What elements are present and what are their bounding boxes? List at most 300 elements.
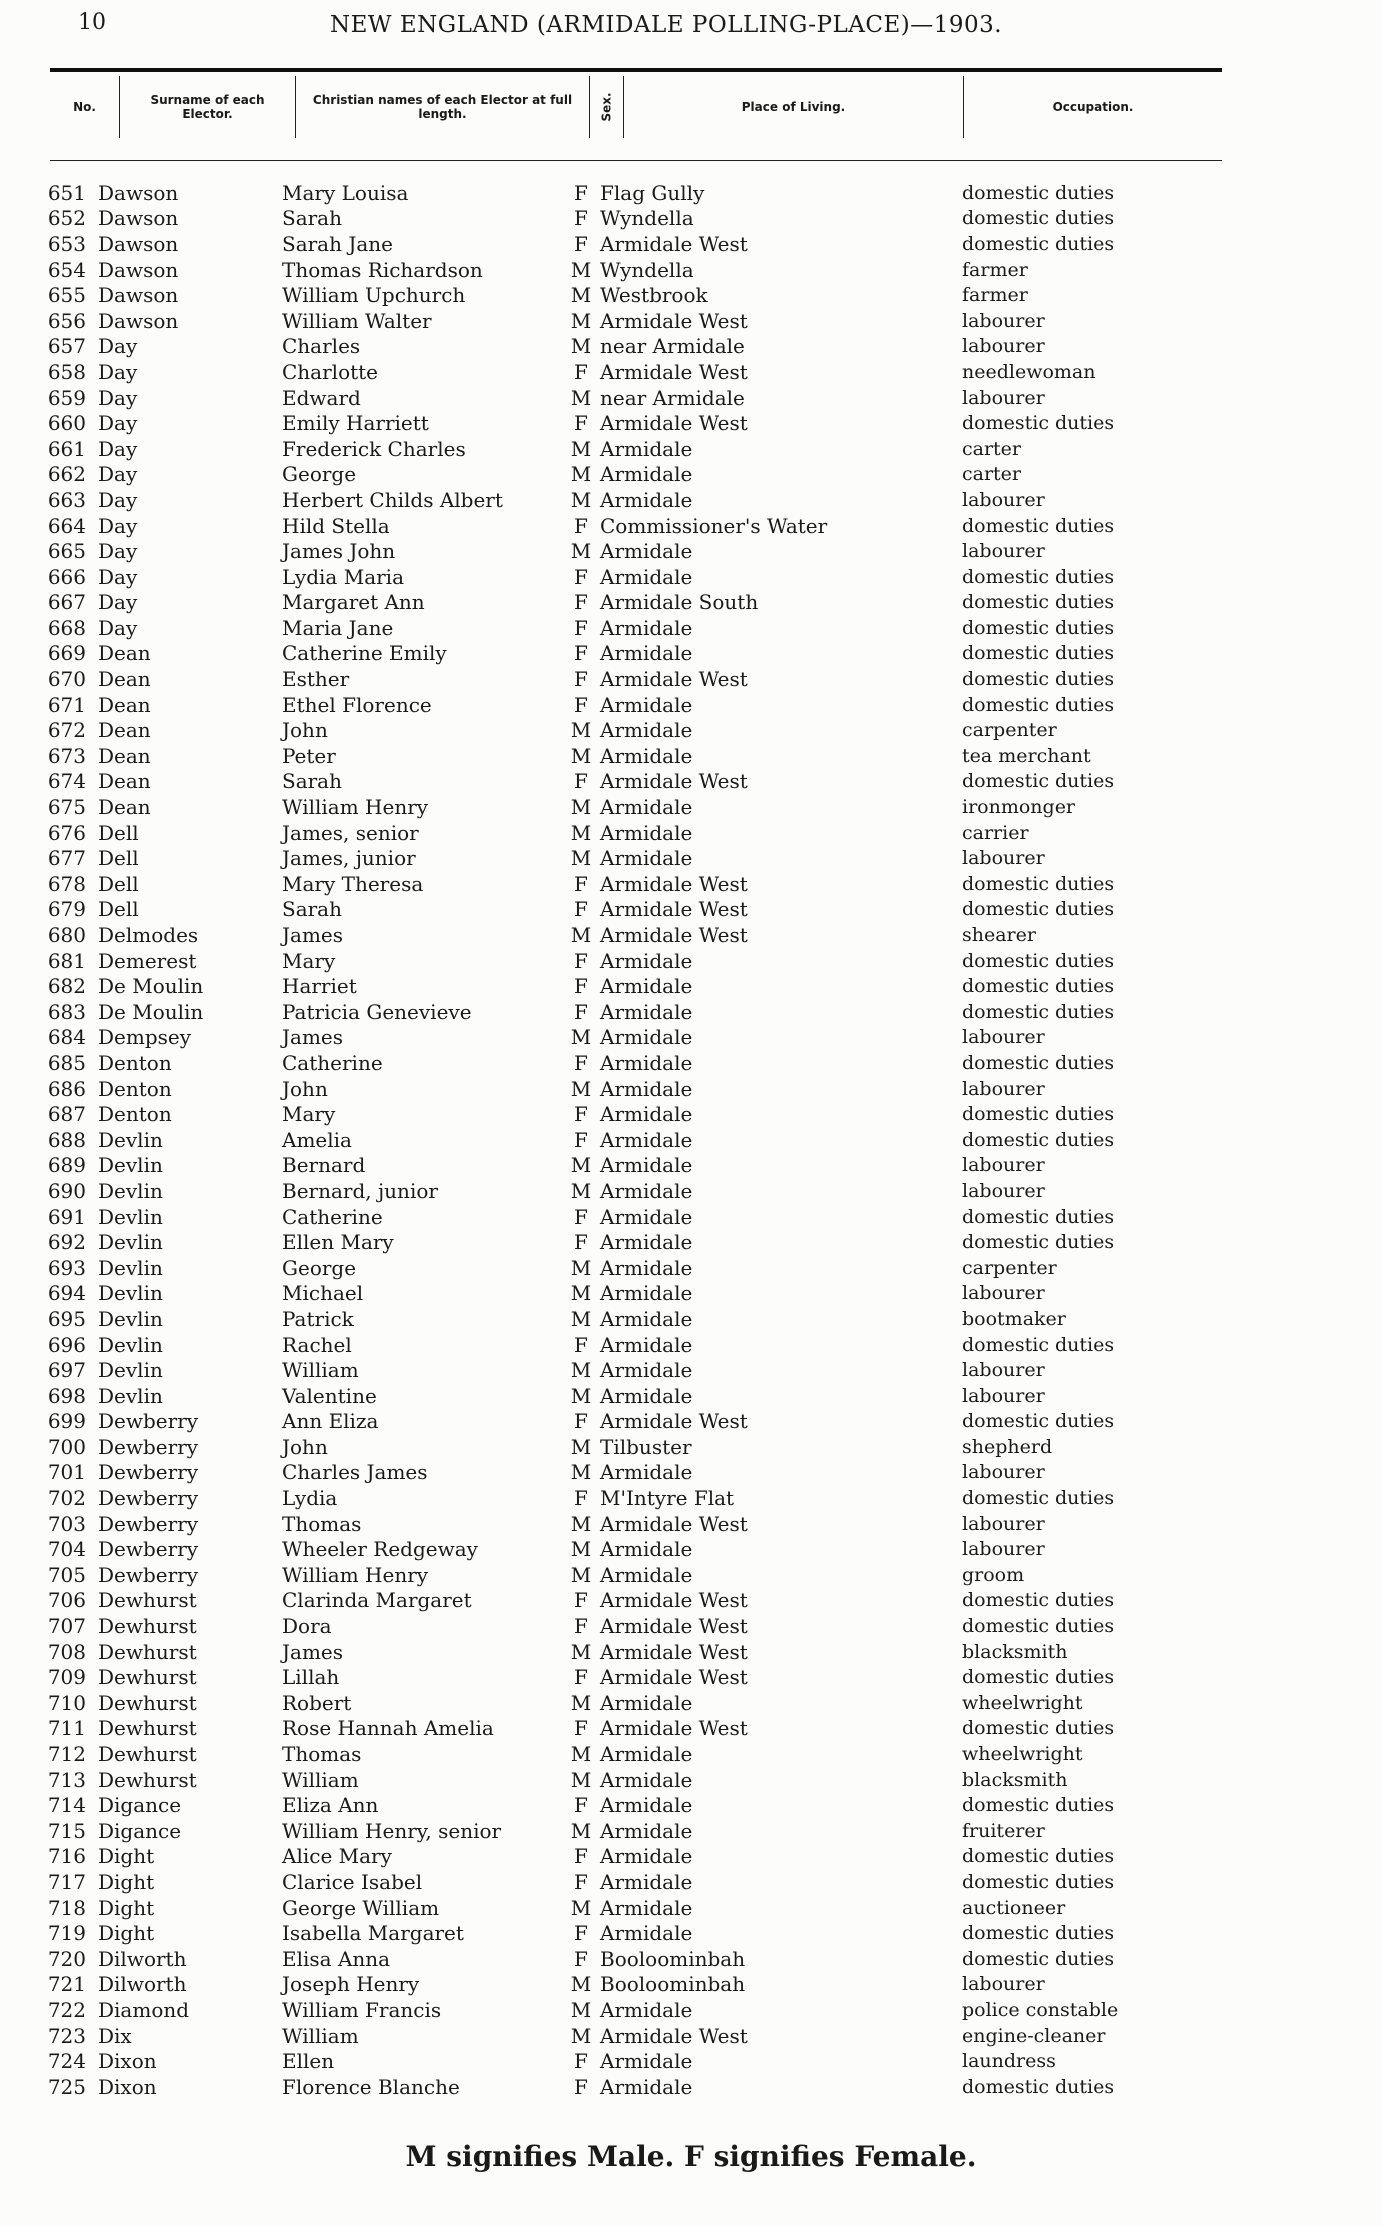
elector-number: 664 (47, 513, 86, 538)
elector-row (40, 1460, 1240, 1486)
elector-occupation: labourer (962, 335, 1045, 358)
elector-sex: M (570, 923, 592, 948)
elector-number: 695 (47, 1306, 86, 1331)
column-header-christian-names: Christian names of each Elector at full length. (296, 76, 590, 138)
elector-place-of-living: Armidale (600, 948, 693, 973)
elector-place-of-living: Armidale (600, 1153, 693, 1178)
elector-sex: F (574, 615, 588, 640)
elector-occupation: carter (962, 437, 1022, 460)
elector-place-of-living: Armidale West (600, 308, 748, 333)
elector-christian-names: Emily Harriett (282, 411, 429, 436)
elector-place-of-living: Armidale West (600, 1511, 748, 1536)
elector-place-of-living: Armidale South (600, 590, 759, 615)
elector-christian-names: Joseph Henry (282, 1972, 420, 1997)
elector-surname: Dight (98, 1844, 155, 1869)
elector-occupation: labourer (962, 386, 1045, 409)
elector-sex: F (574, 1921, 588, 1946)
page-number: 10 (78, 10, 106, 35)
elector-surname: Dilworth (98, 1972, 187, 1997)
elector-occupation: blacksmith (962, 1640, 1068, 1663)
elector-christian-names: Margaret Ann (282, 590, 425, 615)
elector-place-of-living: Wyndella (600, 257, 694, 282)
elector-christian-names: Clarinda Margaret (282, 1588, 472, 1613)
elector-number: 672 (47, 718, 86, 743)
elector-sex: F (574, 1486, 588, 1511)
elector-sex: M (570, 1153, 592, 1178)
elector-sex: M (570, 1383, 592, 1408)
elector-surname: Dewhurst (98, 1767, 197, 1792)
elector-sex: M (570, 1358, 592, 1383)
elector-sex: M (570, 1434, 592, 1459)
elector-surname: Dilworth (98, 1946, 187, 1971)
elector-christian-names: Rachel (282, 1332, 352, 1357)
elector-number: 719 (47, 1921, 86, 1946)
elector-christian-names: Michael (282, 1281, 364, 1306)
elector-row (40, 231, 1240, 257)
elector-row (40, 615, 1240, 641)
elector-surname: Day (98, 615, 138, 640)
elector-occupation: domestic duties (962, 1205, 1115, 1228)
elector-occupation: domestic duties (962, 642, 1115, 665)
elector-number: 693 (47, 1255, 86, 1280)
elector-sex: M (570, 1076, 592, 1101)
elector-sex: F (574, 1844, 588, 1869)
elector-place-of-living: Armidale (600, 1076, 693, 1101)
elector-christian-names: Rose Hannah Amelia (282, 1716, 494, 1741)
elector-occupation: domestic duties (962, 898, 1115, 921)
elector-surname: Dell (98, 846, 139, 871)
elector-christian-names: Florence Blanche (282, 2074, 460, 2099)
elector-sex: M (570, 1742, 592, 1767)
elector-place-of-living: Commissioner's Water (600, 513, 828, 538)
column-header-place: Place of Living. (624, 76, 964, 138)
elector-row (40, 717, 1240, 743)
elector-occupation: blacksmith (962, 1768, 1068, 1791)
elector-number: 667 (47, 590, 86, 615)
elector-christian-names: Sarah (282, 769, 342, 794)
elector-sex: F (574, 359, 588, 384)
elector-occupation: wheelwright (962, 1743, 1083, 1766)
elector-place-of-living: Armidale West (600, 667, 748, 692)
elector-row (40, 308, 1240, 334)
elector-christian-names: William Walter (282, 308, 432, 333)
elector-row (40, 1792, 1240, 1818)
elector-row (40, 1409, 1240, 1435)
elector-place-of-living: Armidale (600, 1818, 693, 1843)
elector-occupation: shearer (962, 924, 1036, 947)
elector-christian-names: James (282, 923, 344, 948)
elector-row (40, 845, 1240, 871)
elector-sex: F (574, 231, 588, 256)
elector-sex: F (574, 1230, 588, 1255)
elector-row (40, 1997, 1240, 2023)
elector-number: 724 (47, 2049, 86, 2074)
elector-sex: F (574, 1127, 588, 1152)
elector-number: 678 (47, 871, 86, 896)
elector-surname: Day (98, 487, 138, 512)
column-header-no: No. (50, 76, 120, 138)
elector-place-of-living: Armidale (600, 1895, 693, 1920)
elector-christian-names: Lydia (282, 1486, 338, 1511)
elector-christian-names: William Francis (282, 1997, 442, 2022)
elector-sex: M (570, 718, 592, 743)
elector-number: 685 (47, 1050, 86, 1075)
elector-sex: F (574, 2074, 588, 2099)
elector-surname: Devlin (98, 1358, 163, 1383)
elector-occupation: domestic duties (962, 2075, 1115, 2098)
elector-sex: M (570, 1972, 592, 1997)
elector-surname: Denton (98, 1102, 172, 1127)
elector-surname: Dawson (98, 231, 179, 256)
elector-place-of-living: Armidale (600, 1869, 693, 1894)
elector-place-of-living: near Armidale (600, 334, 745, 359)
elector-christian-names: Lillah (282, 1665, 340, 1690)
elector-place-of-living: Armidale (600, 1230, 693, 1255)
elector-surname: Denton (98, 1050, 172, 1075)
elector-surname: Dawson (98, 180, 179, 205)
elector-occupation: labourer (962, 1461, 1045, 1484)
elector-christian-names: William Henry (282, 1562, 429, 1587)
elector-row (40, 1306, 1240, 1332)
elector-place-of-living: Armidale West (600, 411, 748, 436)
elector-row (40, 385, 1240, 411)
elector-row (40, 359, 1240, 385)
elector-christian-names: Isabella Margaret (282, 1921, 464, 1946)
elector-sex: F (574, 1204, 588, 1229)
elector-occupation: domestic duties (962, 693, 1115, 716)
elector-occupation: carpenter (962, 1256, 1057, 1279)
elector-occupation: labourer (962, 540, 1045, 563)
elector-number: 660 (47, 411, 86, 436)
elector-number: 721 (47, 1972, 86, 1997)
elector-number: 659 (47, 385, 86, 410)
elector-row (40, 769, 1240, 795)
elector-occupation: domestic duties (962, 1487, 1115, 1510)
elector-row (40, 206, 1240, 232)
elector-number: 687 (47, 1102, 86, 1127)
elector-row (40, 1434, 1240, 1460)
elector-occupation: labourer (962, 1512, 1045, 1535)
elector-place-of-living: Armidale (600, 1460, 693, 1485)
elector-sex: F (574, 1409, 588, 1434)
elector-christian-names: Charlotte (282, 359, 379, 384)
elector-row (40, 590, 1240, 616)
elector-occupation: domestic duties (962, 181, 1115, 204)
elector-place-of-living: Armidale West (600, 1716, 748, 1741)
elector-surname: Dix (98, 2023, 132, 2048)
elector-surname: Dean (98, 743, 151, 768)
elector-surname: Day (98, 334, 138, 359)
elector-christian-names: William (282, 1767, 359, 1792)
elector-number: 652 (47, 206, 86, 231)
elector-sex: M (570, 257, 592, 282)
elector-occupation: domestic duties (962, 1794, 1115, 1817)
elector-place-of-living: Armidale West (600, 769, 748, 794)
elector-place-of-living: Armidale (600, 743, 693, 768)
elector-surname: Day (98, 590, 138, 615)
elector-place-of-living: Armidale (600, 1562, 693, 1587)
elector-occupation: ironmonger (962, 796, 1076, 819)
elector-occupation: domestic duties (962, 1666, 1115, 1689)
elector-occupation: labourer (962, 1282, 1045, 1305)
elector-surname: Dell (98, 897, 139, 922)
elector-occupation: domestic duties (962, 1845, 1115, 1868)
elector-number: 675 (47, 795, 86, 820)
elector-number: 710 (47, 1690, 86, 1715)
elector-place-of-living: Armidale (600, 1255, 693, 1280)
elector-row (40, 1972, 1240, 1998)
elector-place-of-living: Armidale (600, 846, 693, 871)
elector-surname: Devlin (98, 1306, 163, 1331)
elector-number: 661 (47, 436, 86, 461)
elector-sex: M (570, 1895, 592, 1920)
elector-occupation: domestic duties (962, 1333, 1115, 1356)
elector-number: 700 (47, 1434, 86, 1459)
elector-sex: M (570, 385, 592, 410)
elector-surname: Dewberry (98, 1460, 199, 1485)
elector-place-of-living: Armidale (600, 1742, 693, 1767)
elector-sex: M (570, 1178, 592, 1203)
elector-surname: Dean (98, 641, 151, 666)
elector-place-of-living: Flag Gully (600, 180, 705, 205)
elector-number: 679 (47, 897, 86, 922)
elector-occupation: domestic duties (962, 770, 1115, 793)
column-header-surname: Surname of each Elector. (120, 76, 296, 138)
elector-christian-names: Mary Louisa (282, 180, 409, 205)
elector-surname: Dewhurst (98, 1690, 197, 1715)
elector-place-of-living: Armidale (600, 1793, 693, 1818)
elector-number: 662 (47, 462, 86, 487)
elector-surname: Day (98, 564, 138, 589)
elector-sex: F (574, 1332, 588, 1357)
elector-surname: Dean (98, 692, 151, 717)
elector-occupation: domestic duties (962, 1410, 1115, 1433)
elector-christian-names: James (282, 1025, 344, 1050)
elector-place-of-living: Armidale (600, 1997, 693, 2022)
elector-sex: F (574, 871, 588, 896)
elector-christian-names: Mary (282, 1102, 336, 1127)
elector-occupation: shepherd (962, 1435, 1053, 1458)
elector-number: 674 (47, 769, 86, 794)
elector-row (40, 922, 1240, 948)
elector-christian-names: Mary (282, 948, 336, 973)
elector-row (40, 820, 1240, 846)
elector-number: 714 (47, 1793, 86, 1818)
elector-occupation: domestic duties (962, 1103, 1115, 1126)
elector-place-of-living: Armidale (600, 692, 693, 717)
elector-row (40, 1332, 1240, 1358)
elector-place-of-living: Armidale (600, 1102, 693, 1127)
elector-row (40, 1818, 1240, 1844)
elector-number: 656 (47, 308, 86, 333)
elector-place-of-living: Armidale West (600, 1665, 748, 1690)
elector-christian-names: Charles (282, 334, 361, 359)
elector-number: 703 (47, 1511, 86, 1536)
elector-sex: F (574, 1102, 588, 1127)
elector-number: 694 (47, 1281, 86, 1306)
elector-number: 715 (47, 1818, 86, 1843)
elector-christian-names: Charles James (282, 1460, 428, 1485)
elector-number: 654 (47, 257, 86, 282)
elector-surname: Dewberry (98, 1562, 199, 1587)
elector-row (40, 897, 1240, 923)
elector-surname: Dawson (98, 283, 179, 308)
elector-christian-names: Catherine (282, 1204, 383, 1229)
elector-surname: Dawson (98, 308, 179, 333)
elector-sex: F (574, 948, 588, 973)
elector-surname: Day (98, 436, 138, 461)
elector-christian-names: Valentine (282, 1383, 377, 1408)
elector-occupation: domestic duties (962, 412, 1115, 435)
elector-occupation: domestic duties (962, 1231, 1115, 1254)
elector-place-of-living: Wyndella (600, 206, 694, 231)
elector-number: 673 (47, 743, 86, 768)
elector-sex: M (570, 462, 592, 487)
elector-occupation: labourer (962, 1973, 1045, 1996)
elector-surname: Dewhurst (98, 1742, 197, 1767)
elector-place-of-living: Armidale (600, 436, 693, 461)
elector-christian-names: Clarice Isabel (282, 1869, 423, 1894)
elector-place-of-living: Armidale (600, 641, 693, 666)
elector-christian-names: Patrick (282, 1306, 354, 1331)
elector-christian-names: James, junior (282, 846, 416, 871)
elector-christian-names: John (282, 718, 328, 743)
elector-surname: Day (98, 462, 138, 487)
column-header-sex-label: Sex. (599, 92, 614, 122)
elector-number: 658 (47, 359, 86, 384)
header-bottom-rule (50, 160, 1222, 161)
elector-sex: F (574, 692, 588, 717)
elector-occupation: labourer (962, 1384, 1045, 1407)
elector-surname: Diamond (98, 1997, 190, 2022)
elector-row (40, 1741, 1240, 1767)
elector-sex: F (574, 206, 588, 231)
elector-number: 677 (47, 846, 86, 871)
elector-christian-names: William Henry, senior (282, 1818, 502, 1843)
elector-number: 697 (47, 1358, 86, 1383)
elector-place-of-living: Armidale (600, 1204, 693, 1229)
elector-number: 688 (47, 1127, 86, 1152)
elector-surname: Devlin (98, 1153, 163, 1178)
elector-number: 676 (47, 820, 86, 845)
elector-christian-names: Thomas (282, 1511, 362, 1536)
elector-christian-names: Ellen Mary (282, 1230, 394, 1255)
elector-row (40, 410, 1240, 436)
elector-row (40, 1844, 1240, 1870)
elector-christian-names: Herbert Childs Albert (282, 487, 503, 512)
elector-sex: M (570, 308, 592, 333)
elector-row (40, 1178, 1240, 1204)
elector-number: 666 (47, 564, 86, 589)
elector-place-of-living: Armidale West (600, 897, 748, 922)
elector-place-of-living: M'Intyre Flat (600, 1486, 735, 1511)
elector-place-of-living: Armidale (600, 1281, 693, 1306)
elector-christian-names: George (282, 1255, 357, 1280)
elector-sex: M (570, 539, 592, 564)
elector-occupation: laundress (962, 2050, 1056, 2073)
elector-place-of-living: Armidale (600, 1358, 693, 1383)
elector-christian-names: William Henry (282, 795, 429, 820)
elector-surname: Dixon (98, 2074, 157, 2099)
elector-occupation: labourer (962, 1154, 1045, 1177)
elector-christian-names: Catherine Emily (282, 641, 447, 666)
elector-place-of-living: Armidale West (600, 231, 748, 256)
elector-row (40, 973, 1240, 999)
elector-christian-names: Dora (282, 1614, 332, 1639)
elector-sex: M (570, 283, 592, 308)
elector-place-of-living: Armidale West (600, 2023, 748, 2048)
elector-place-of-living: Armidale (600, 1690, 693, 1715)
elector-christian-names: Peter (282, 743, 336, 768)
elector-row (40, 1357, 1240, 1383)
elector-place-of-living: Armidale West (600, 1614, 748, 1639)
elector-sex: M (570, 1306, 592, 1331)
elector-christian-names: Sarah (282, 206, 342, 231)
elector-row (40, 1153, 1240, 1179)
elector-christian-names: Hild Stella (282, 513, 390, 538)
elector-sex: M (570, 1025, 592, 1050)
elector-surname: Dean (98, 769, 151, 794)
elector-sex: F (574, 1665, 588, 1690)
elector-surname: De Moulin (98, 999, 204, 1024)
elector-row (40, 1511, 1240, 1537)
elector-row (40, 2074, 1240, 2100)
elector-number: 711 (47, 1716, 86, 1741)
sex-legend-footer: M signifies Male. F signifies Female. (405, 2140, 977, 2173)
elector-row (40, 462, 1240, 488)
elector-occupation: carrier (962, 821, 1029, 844)
elector-sex: F (574, 1614, 588, 1639)
elector-sex: F (574, 411, 588, 436)
elector-place-of-living: Tilbuster (600, 1434, 692, 1459)
elector-christian-names: John (282, 1076, 328, 1101)
elector-row (40, 1050, 1240, 1076)
elector-row (40, 1588, 1240, 1614)
elector-sex: F (574, 1588, 588, 1613)
elector-place-of-living: Armidale (600, 1050, 693, 1075)
elector-row (40, 1204, 1240, 1230)
elector-place-of-living: Armidale (600, 795, 693, 820)
elector-surname: Dell (98, 820, 139, 845)
elector-place-of-living: Westbrook (600, 283, 708, 308)
elector-row (40, 487, 1240, 513)
elector-row (40, 2023, 1240, 2049)
elector-christian-names: Bernard, junior (282, 1178, 438, 1203)
elector-row (40, 1613, 1240, 1639)
elector-place-of-living: Armidale (600, 1306, 693, 1331)
elector-number: 696 (47, 1332, 86, 1357)
elector-occupation: domestic duties (962, 232, 1115, 255)
elector-christian-names: Catherine (282, 1050, 383, 1075)
elector-place-of-living: Armidale (600, 1844, 693, 1869)
elector-occupation: domestic duties (962, 1589, 1115, 1612)
elector-surname: Dawson (98, 257, 179, 282)
elector-place-of-living: Armidale (600, 1178, 693, 1203)
elector-place-of-living: Armidale (600, 539, 693, 564)
elector-occupation: labourer (962, 1077, 1045, 1100)
elector-row (40, 1920, 1240, 1946)
elector-number: 716 (47, 1844, 86, 1869)
elector-number: 680 (47, 923, 86, 948)
elector-row (40, 1562, 1240, 1588)
elector-surname: De Moulin (98, 974, 204, 999)
elector-surname: Dight (98, 1895, 155, 1920)
elector-occupation: domestic duties (962, 1947, 1115, 1970)
elector-sex: M (570, 2023, 592, 2048)
elector-row (40, 1716, 1240, 1742)
elector-number: 705 (47, 1562, 86, 1587)
elector-occupation: domestic duties (962, 668, 1115, 691)
